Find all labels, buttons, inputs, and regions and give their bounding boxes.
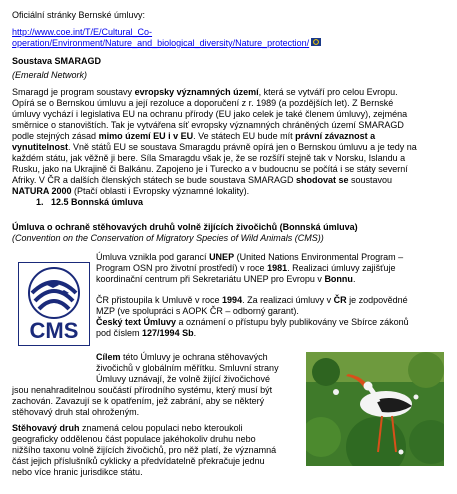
bonn-paragraph-2: ČR přistoupila k Umluvě v roce 1994. Za realizaci úmluvy v ČR je zodpovědné MZP (ve spolupráci s AOPK ČR – odborný garant). Český text Úmluvy a oznámení o přístupu byly publikovány ve Sbírce zákonů pod číslem 127/1994 Sb. <box>96 295 409 338</box>
bern-link[interactable] <box>12 27 452 49</box>
cms-logo <box>18 262 90 346</box>
bonn-paragraph-3-top: Cílem této Úmluvy je ochrana stěhovavých živočichů v globálním měřítku. Smluvní strany Úmluvy uznávají, že volně žijící živočichové <box>96 352 279 384</box>
emerald-title: Soustava SMARAGD <box>12 56 102 66</box>
stork-photo <box>306 352 444 466</box>
bonn-title: Úmluva o ochraně stěhovavých druhů volně žijících živočichů (Bonnská úmluva) <box>12 222 358 232</box>
list-item-label: 12.5 Bonnská úmluva <box>51 197 144 207</box>
cms-logo-text: CMS <box>29 318 79 343</box>
bonn-subtitle: (Convention on the Conservation of Migratory Species of Wild Animals (CMS)) <box>12 233 324 243</box>
list-item <box>36 197 143 208</box>
bonn-paragraph-1: Úmluva vznikla pod garancí UNEP (United Nations Environmental Program – Program OSN pro životní prostředí) v roce 1981. Realizaci úmluvy zajišťuje koordinační centrum při Sekretariátu UNEP pro Evropu v Bonnu. <box>96 252 404 284</box>
bern-link-line1[interactable]: http://www.coe.int/T/E/Cultural_Co- <box>12 27 153 37</box>
bern-link-line2[interactable]: operation/Environment/Nature_and_biological_diversity/Nature_protection/ <box>12 38 310 48</box>
emerald-subtitle: (Emerald Network) <box>12 70 88 80</box>
list-number: 1. <box>36 197 44 207</box>
bonn-paragraph-4: Stěhovavý druh znamená celou populaci nebo kteroukoli geograficky oddělenou část populace jakéhokoliv druhu nebo nižšího taxonu volně žijících živočichů, pro něž platí, že významná část jejich příslušníků cyklicky a předvídatelně překračuje jednu nebo více hranic jurisdikce státu. <box>12 423 277 477</box>
emerald-paragraph: Smaragd je program soustavy evropsky významných území, která se vytváří pro celou Evropu. Opírá se o Bernskou úmluvu a její rezoluce a doporučení z r. 1989 (a pozdějších let). Z Bernské úmluvy vychází i legislativa EU na ochranu přírody (EU jako celek je také členem úmluvy), zejména směrnice o stanovištích. Tak je vytvářena síť evropsky významných chráněných území SMARAGD podle stejných zásad mimo území EU i v EU. Ve státech EU bude mít právní závaznost a vynutitelnost. Vně států EU se soustava Smaragdu právně opírá jen o Bernskou úmluvu a je tedy na každém státu, jak věžně ji bere. Síla Smaragdu však je, že se rozšíří stejně tak v Norsku, Islandu a Rusku, jako na Ukrajině či Balkánu. Zapojeno je i Turecko a v budoucnu se počítá i se státy severní Afriky. V ČR a dalších členských státech se bude soustava SMARAGD shodovat se soustavou NATURA 2000 (Ptačí oblasti i Evropsky významné lokality). <box>12 87 417 196</box>
stork-photo-graphic <box>306 352 444 466</box>
bonn-paragraph-3-bottom: jsou nenahraditelnou součástí přírodního systému, který musí být zachován. Zavazují se k opatřením, jež zabrání, aby se některý stěhovavý druh stal ohroženým. <box>12 385 273 417</box>
council-of-europe-emblem-icon <box>311 38 321 49</box>
intro-text: Oficiální stránky Bernské úmluvy: <box>12 10 146 20</box>
